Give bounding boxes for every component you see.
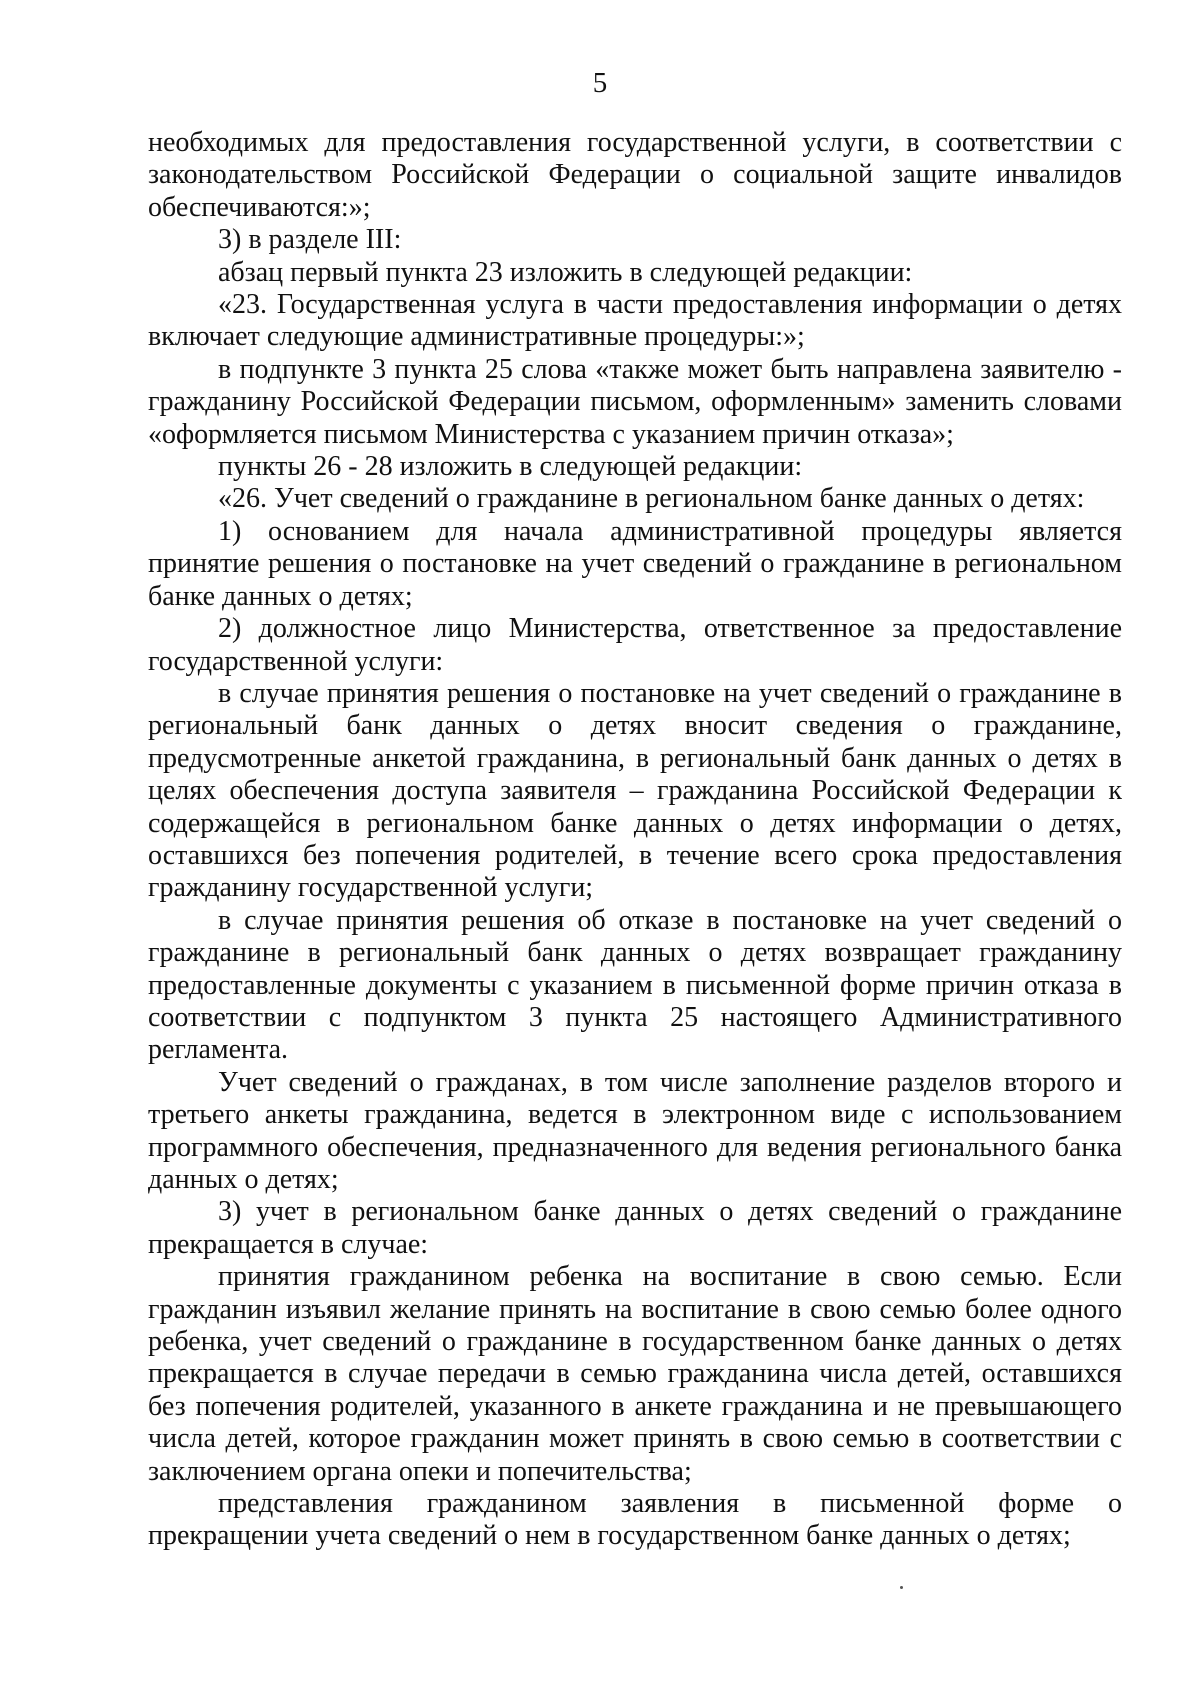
paragraph-7: «26. Учет сведений о гражданине в региональном банке данных о детях:: [218, 483, 1085, 515]
paragraph-6: пункты 26 - 28 изложить в следующей редакции:: [218, 451, 803, 483]
paragraph-4: «23. Государственная услуга в части предоставления информации о детях включает следующие административные процедуры:»;: [148, 289, 1122, 353]
paragraph-10: в случае принятия решения о постановке на учет сведений о гражданине в региональный банк данных о детях вносит сведения о гражданине, предусмотренные анкетой гражданина, в региональный банк данных о детях в целях обеспечения доступа заявителя – гражданина Российской Федерации к содержащейся в региональном банке данных о детях информации о детях, оставшихся без попечения родителей, в течение всего срока предоставления гражданину государственной услуги;: [148, 677, 1122, 904]
paragraph-13: 3) учет в региональном банке данных о детях сведений о гражданине прекращается в случае:: [148, 1196, 1122, 1260]
paragraph-11: в случае принятия решения об отказе в постановке на учет сведений о гражданине в региональный банк данных о детях возвращает гражданину предоставленные документы с указанием в письменной форме причин отказа в соответствии с подпунктом 3 пункта 25 настоящего Административного регламента.: [148, 904, 1122, 1066]
paragraph-8: 1) основанием для начала административной процедуры является принятие решения о постановке на учет сведений о гражданине в региональном банке данных о детях;: [148, 515, 1122, 612]
document-body: [148, 127, 1122, 1553]
paragraph-9: 2) должностное лицо Министерства, ответственное за предоставление государственной услуги:: [148, 613, 1122, 677]
paragraph-1: необходимых для предоставления государственной услуги, в соответствии с законодательством Российской Федерации о социальной защите инвалидов обеспечиваются:»;: [148, 127, 1122, 223]
scan-speck: [900, 1586, 903, 1589]
paragraph-12: Учет сведений о гражданах, в том числе заполнение разделов второго и третьего анкеты гражданина, ведется в электронном виде с использованием программного обеспечения, предназначенного для ведения регионального банка данных о детях;: [148, 1066, 1122, 1195]
paragraph-3: абзац первый пункта 23 изложить в следующей редакции:: [218, 256, 913, 288]
paragraph-15: представления гражданином заявления в письменной форме о прекращении учета сведений о нем в государственном банке данных о детях;: [148, 1488, 1122, 1552]
paragraph-14: принятия гражданином ребенка на воспитание в свою семью. Если гражданин изъявил желание принять на воспитание в свою семью более одного ребенка, учет сведений о гражданине в государственном банке данных о детях прекращается в случае передачи в семью гражданина числа детей, оставшихся без попечения родителей, указанного в анкете гражданина и не превышающего числа детей, которое гражданин может принять в свою семью в соответствии с заключением органа опеки и попечительства;: [148, 1261, 1122, 1487]
paragraph-5: в подпункте 3 пункта 25 слова «также может быть направлена заявителю - гражданину Российской Федерации письмом, оформленным» заменить словами «оформляется письмом Министерства с указанием причин отказа»;: [148, 353, 1122, 450]
page-number: 5: [592, 67, 608, 99]
paragraph-2: 3) в разделе III:: [218, 224, 402, 256]
